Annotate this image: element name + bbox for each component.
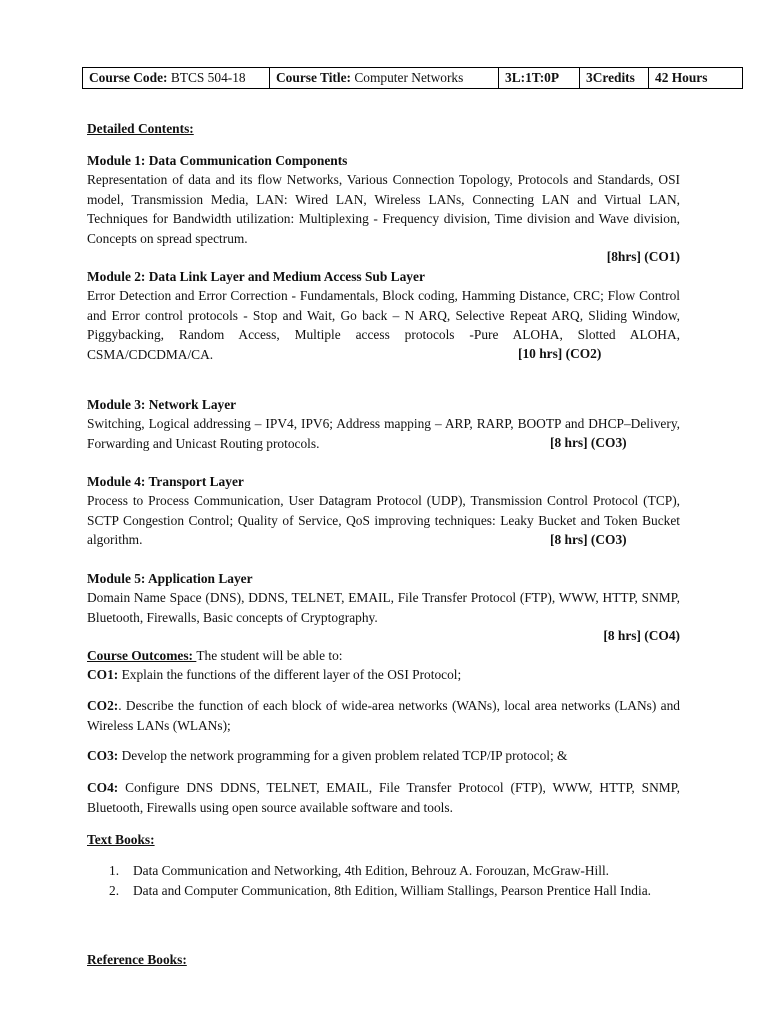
co2-item: [87, 696, 680, 735]
course-code-cell: [83, 68, 270, 89]
module-3-title: Module 3: Network Layer: [87, 397, 237, 412]
text-books-list: [87, 861, 680, 900]
co1-item: [87, 665, 680, 685]
co2-text: . Describe the function of each block of wide-area networks (WANs), local area networks (LANs) and Wireless LANs (WLANs);: [87, 698, 680, 733]
module-4-hours: [8 hrs] (CO3): [550, 532, 627, 547]
course-title-cell: [270, 68, 499, 89]
co3-item: [87, 746, 680, 766]
text-book-number: 1.: [109, 863, 120, 878]
co3-label: CO3:: [87, 748, 119, 763]
module-2-title: Module 2: Data Link Layer and Medium Access Sub Layer: [87, 269, 425, 284]
module-1-hours: [8hrs] (CO1): [606, 249, 680, 264]
module-2-hours: [10 hrs] (CO2): [518, 346, 602, 361]
course-header-table: [82, 67, 743, 89]
text-book-text: Data and Computer Communication, 8th Edition, William Stallings, Pearson Prentice Hall India.: [133, 882, 652, 898]
reference-books-heading: Reference Books:: [87, 952, 187, 967]
text-book-number: 2.: [109, 882, 120, 898]
module-3-body: Switching, Logical addressing – IPV4, IPV6; Address mapping – ARP, RARP, BOOTP and DHCP–Delivery, Forwarding and Unicast Routing protocols.: [87, 416, 680, 451]
detailed-contents-heading: Detailed Contents:: [87, 121, 194, 136]
module-2-body-text: Error Detection and Error Correction - Fundamentals, Block coding, Hamming Distance, CRC; Flow Control and Error control protocols - Stop and Wait, Go back – N ARQ, Selective Repeat ARQ, Sliding Window, Piggybacking, Random Access, Multiple access protocols -Pure ALOHA, Slotted ALOHA, CSMA/CDCDMA/CA.: [87, 288, 680, 362]
text-book-item: [87, 861, 680, 881]
co4-label: CO4:: [87, 780, 119, 795]
module-4-title: Module 4: Transport Layer: [87, 474, 244, 489]
course-outcomes-line: [87, 646, 680, 666]
text-books-heading: Text Books:: [87, 832, 155, 847]
co1-label: CO1:: [87, 667, 119, 682]
module-1-title: Module 1: Data Communication Components: [87, 153, 348, 168]
co3-text: Develop the network programming for a given problem related TCP/IP protocol; &: [118, 748, 568, 763]
text-book-text: Data Communication and Networking, 4th Edition, Behrouz A. Forouzan, McGraw-Hill.: [133, 863, 610, 878]
hours-cell: 42 Hours: [649, 68, 743, 89]
co4-text: Configure DNS DDNS, TELNET, EMAIL, File Transfer Protocol (FTP), WWW, HTTP, SNMP, Bluetooth, Firewalls using open source available software and tools.: [87, 780, 680, 815]
module-4-body: Process to Process Communication, User Datagram Protocol (UDP), Transmission Control Protocol (TCP), SCTP Congestion Control; Quality of Service, QoS improving techniques: Leaky Bucket and Token Bucket algorithm.: [87, 493, 680, 547]
co4-item: [87, 778, 680, 817]
course-outcomes-intro: The student will be able to:: [196, 648, 343, 663]
module-5-body: Domain Name Space (DNS), DDNS, TELNET, EMAIL, File Transfer Protocol (FTP), WWW, HTTP, SNMP, Bluetooth, Firewalls, Basic concepts of Cryptography.: [87, 590, 680, 625]
course-code-label: Course Code:: [89, 70, 168, 86]
module-3-hours: [8 hrs] (CO3): [550, 435, 627, 450]
co2-label: CO2:: [87, 698, 119, 713]
credits-cell: 3Credits: [580, 68, 649, 89]
module-5-hours: [8 hrs] (CO4): [603, 628, 680, 643]
course-title-label: Course Title:: [276, 70, 352, 86]
course-outcomes-heading: Course Outcomes:: [87, 648, 197, 663]
module-5-title: Module 5: Application Layer: [87, 571, 253, 586]
ltp-cell: 3L:1T:0P: [499, 68, 580, 89]
text-book-item: [87, 881, 680, 901]
co1-text: Explain the functions of the different layer of the OSI Protocol;: [118, 667, 462, 682]
course-code: BTCS 504-18: [170, 70, 246, 86]
course-title: Computer Networks: [354, 70, 464, 86]
module-1-body: Representation of data and its flow Networks, Various Connection Topology, Protocols and Standards, OSI model, Transmission Media, LAN: Wired LAN, Wireless LANs, Connecting LAN and Virtual LAN, Techniques for Bandwidth utilization: Multiplexing - Frequency division, Time division and Wave division, Concepts on spread spectrum.: [87, 172, 680, 246]
